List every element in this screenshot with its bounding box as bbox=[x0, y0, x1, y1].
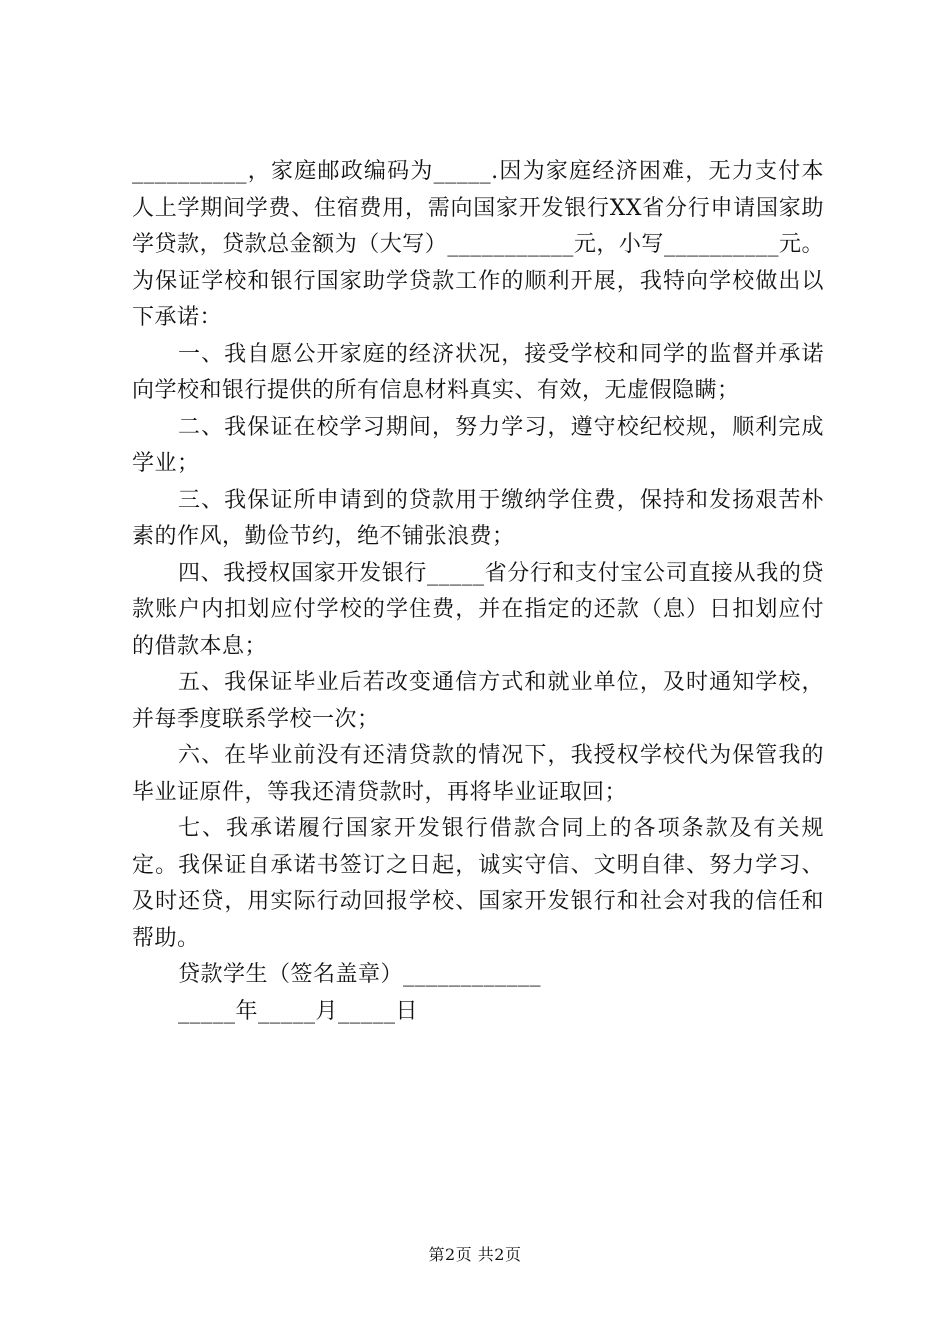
commitment-item-3: 三、我保证所申请到的贷款用于缴纳学住费，保持和发扬艰苦朴素的作风，勤俭节约，绝不铺张浪费； bbox=[132, 487, 824, 549]
commitment-item-1: 一、我自愿公开家庭的经济状况，接受学校和同学的监督并承诺向学校和银行提供的所有信息材料真实、有效，无虚假隐瞒； bbox=[132, 341, 824, 403]
document-body bbox=[132, 154, 824, 1030]
commitment-item-7: 七、我承诺履行国家开发银行借款合同上的各项条款及有关规定。我保证自承诺书签订之日起，诚实守信、文明自律、努力学习、及时还贷，用实际行动回报学校、国家开发银行和社会对我的信任和帮助。 bbox=[132, 816, 824, 951]
intro-paragraph: __________，家庭邮政编码为_____.因为家庭经济困难，无力支付本人上学期间学费、住宿费用，需向国家开发银行XX省分行申请国家助学贷款，贷款总金额为（大写）___________元，小写__________元。为保证学校和银行国家助学贷款工作的顺利开展，我特向学校做出以下承诺： bbox=[132, 159, 824, 330]
page-footer: 第2页 共2页 bbox=[428, 1245, 522, 1264]
signature-line: 贷款学生（签名盖章）____________ bbox=[178, 962, 542, 987]
commitment-item-4: 四、我授权国家开发银行_____省分行和支付宝公司直接从我的贷款账户内扣划应付学校的学住费，并在指定的还款（息）日扣划应付的借款本息； bbox=[132, 560, 824, 659]
commitment-item-6: 六、在毕业前没有还清贷款的情况下，我授权学校代为保管我的毕业证原件，等我还清贷款时，再将毕业证取回； bbox=[132, 743, 824, 805]
commitment-item-5: 五、我保证毕业后若改变通信方式和就业单位，及时通知学校，并每季度联系学校一次； bbox=[132, 670, 824, 732]
date-line: _____年_____月_____日 bbox=[178, 998, 419, 1024]
commitment-item-2: 二、我保证在校学习期间，努力学习，遵守校纪校规，顺利完成学业； bbox=[132, 414, 824, 476]
